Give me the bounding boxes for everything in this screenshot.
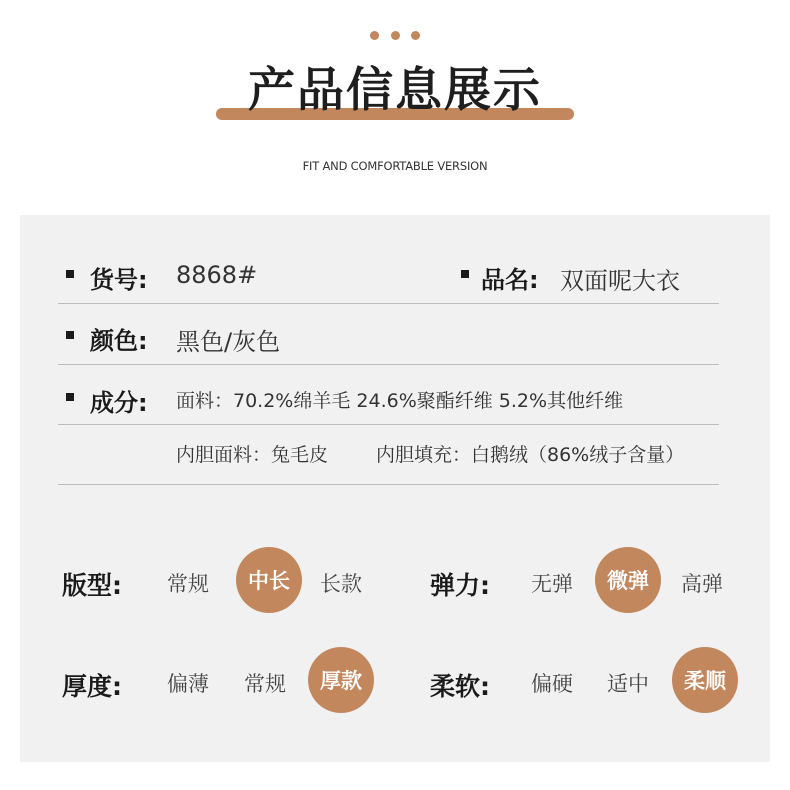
stretch-option-selected: 微弹	[607, 569, 649, 593]
thickness-option-regular: 常规	[244, 672, 286, 696]
divider	[58, 484, 719, 485]
softness-option-selected: 柔顺	[684, 669, 726, 693]
info-panel	[20, 215, 770, 762]
bullet-icon	[66, 393, 74, 401]
softness-option-medium: 适中	[607, 672, 649, 696]
divider	[58, 364, 719, 365]
product-name-value: 双面呢大衣	[560, 267, 680, 295]
lining-fabric: 内胆面料：兔毛皮	[176, 444, 329, 466]
divider	[58, 303, 719, 304]
bullet-icon	[66, 270, 74, 278]
stretch-option-high: 高弹	[681, 572, 723, 596]
dot-icon	[370, 31, 379, 40]
softness-label: 柔软:	[430, 672, 490, 701]
dot-icon	[391, 31, 400, 40]
composition-fabric: 面料：70.2%绵羊毛 24.6%聚酯纤维 5.2%其他纤维	[176, 390, 624, 412]
fit-option-long: 长款	[320, 572, 362, 596]
softness-option-hard: 偏硬	[531, 672, 573, 696]
item-no-value: 8868#	[176, 261, 258, 289]
product-name-label: 品名:	[481, 266, 539, 294]
color-label: 颜色:	[90, 327, 148, 355]
thickness-option-selected: 厚款	[320, 669, 362, 693]
fit-option-regular: 常规	[167, 572, 209, 596]
stretch-option-none: 无弹	[531, 572, 573, 596]
divider	[58, 424, 719, 425]
color-value: 黑色/灰色	[176, 328, 281, 356]
thickness-label: 厚度:	[62, 672, 122, 701]
decorative-dots	[370, 31, 420, 41]
fit-option-selected: 中长	[248, 569, 290, 593]
thickness-option-thin: 偏薄	[167, 672, 209, 696]
fit-label: 版型:	[62, 571, 122, 600]
page-subtitle: FIT AND COMFORTABLE VERSION	[302, 159, 488, 173]
bullet-icon	[461, 270, 469, 278]
dot-icon	[411, 31, 420, 40]
lining-filling: 内胆填充：白鹅绒（86%绒子含量）	[376, 444, 685, 466]
bullet-icon	[66, 331, 74, 339]
item-no-label: 货号:	[90, 266, 148, 294]
composition-label: 成分:	[90, 389, 148, 417]
stretch-label: 弹力:	[430, 571, 490, 600]
page-title: 产品信息展示	[248, 63, 542, 118]
